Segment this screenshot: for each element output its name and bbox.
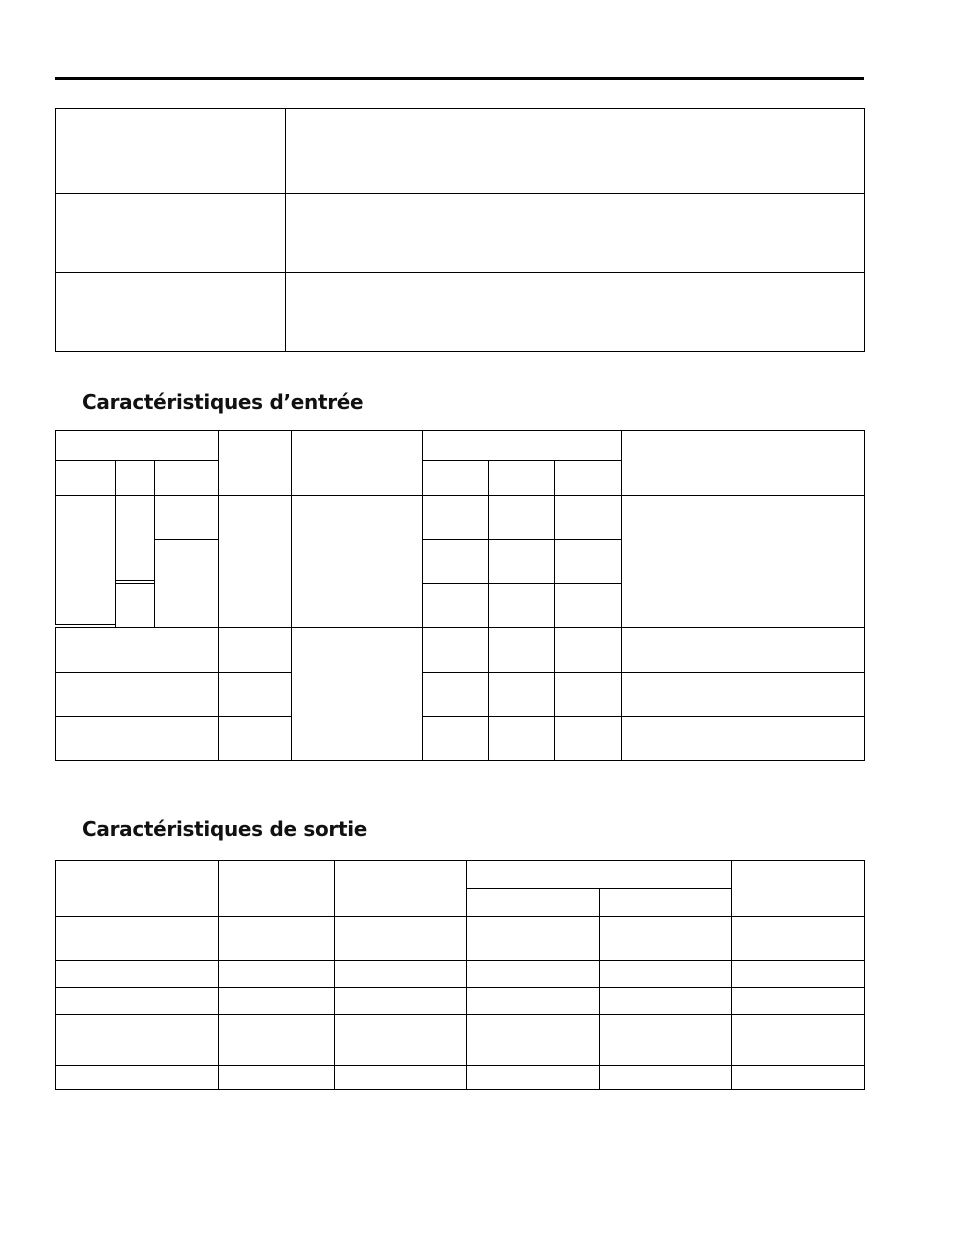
specs-table [55, 108, 865, 352]
table-cell [423, 628, 489, 673]
table-cell [555, 673, 622, 717]
table-cell [555, 496, 622, 540]
table-cell [622, 628, 865, 673]
table-cell [56, 1015, 219, 1066]
table-cell [286, 194, 865, 273]
table-cell [489, 461, 555, 496]
table-cell [155, 496, 219, 540]
table-cell [489, 496, 555, 540]
table-cell [219, 1015, 335, 1066]
table-cell [423, 717, 489, 761]
table-cell [219, 917, 335, 961]
table-cell [600, 889, 732, 917]
table-cell [219, 431, 292, 496]
table-cell [555, 717, 622, 761]
table-cell [555, 628, 622, 673]
table-cell [732, 961, 865, 988]
output-characteristics-table [55, 860, 865, 1090]
table-cell [56, 628, 219, 673]
table-cell [489, 673, 555, 717]
table-cell [423, 673, 489, 717]
table-cell [555, 584, 622, 628]
table-cell [732, 861, 865, 917]
table-cell [423, 584, 489, 628]
table-cell [56, 431, 219, 461]
table-cell [489, 540, 555, 584]
table-cell [423, 431, 622, 461]
input-characteristics-heading: Caractéristiques d’entrée [82, 390, 364, 414]
table-cell [219, 717, 292, 761]
table-cell [467, 889, 600, 917]
table-cell [423, 461, 489, 496]
table-cell [286, 109, 865, 194]
table-cell [292, 628, 423, 761]
table-cell [335, 961, 467, 988]
table-cell [467, 961, 600, 988]
table-cell [555, 461, 622, 496]
table-cell [56, 496, 116, 625]
table-cell [56, 461, 116, 496]
table-cell [622, 673, 865, 717]
table-cell [155, 461, 219, 496]
table-cell [286, 273, 865, 352]
table-cell [335, 1066, 467, 1090]
table-cell [219, 496, 292, 628]
table-cell [467, 917, 600, 961]
table-cell [56, 273, 286, 352]
table-cell [155, 540, 219, 628]
table-cell [116, 461, 155, 496]
table-cell [622, 431, 865, 496]
table-cell [56, 673, 219, 717]
input-characteristics-table [55, 430, 865, 761]
table-cell [732, 1066, 865, 1090]
output-characteristics-heading: Caractéristiques de sortie [82, 817, 368, 841]
table-cell [600, 961, 732, 988]
table-cell [292, 496, 423, 628]
table-cell [56, 961, 219, 988]
table-cell [555, 540, 622, 584]
table-cell [56, 1066, 219, 1090]
table-cell [732, 1015, 865, 1066]
table-cell [219, 961, 335, 988]
table-cell [467, 1015, 600, 1066]
table-cell [600, 1015, 732, 1066]
table-cell [56, 917, 219, 961]
table-cell [292, 431, 423, 496]
table-cell [116, 584, 155, 628]
table-cell [219, 861, 335, 917]
table-cell [219, 628, 292, 673]
table-cell [467, 861, 732, 889]
table-cell [335, 861, 467, 917]
table-cell [489, 717, 555, 761]
table-cell [732, 988, 865, 1015]
table-cell [116, 496, 155, 581]
table-cell [423, 496, 489, 540]
table-cell [423, 540, 489, 584]
table-cell [600, 917, 732, 961]
table-cell [732, 917, 865, 961]
table-cell [56, 109, 286, 194]
table-cell [335, 988, 467, 1015]
table-cell [219, 1066, 335, 1090]
table-cell [600, 1066, 732, 1090]
table-cell [622, 717, 865, 761]
table-cell [56, 988, 219, 1015]
table-cell [622, 496, 865, 628]
table-cell [467, 988, 600, 1015]
table-cell [335, 1015, 467, 1066]
table-cell [600, 988, 732, 1015]
table-cell [219, 673, 292, 717]
table-cell [56, 194, 286, 273]
table-cell [489, 584, 555, 628]
table-cell [467, 1066, 600, 1090]
header-rule [55, 77, 864, 80]
table-cell [219, 988, 335, 1015]
table-cell [56, 717, 219, 761]
table-cell [56, 861, 219, 917]
table-cell [335, 917, 467, 961]
table-cell [489, 628, 555, 673]
